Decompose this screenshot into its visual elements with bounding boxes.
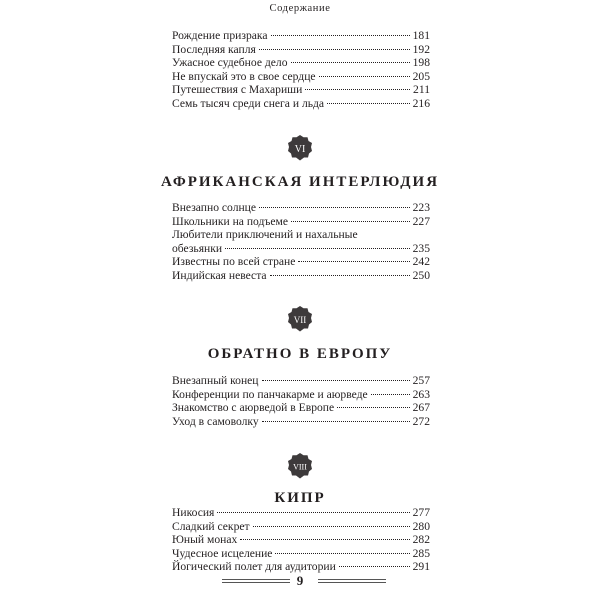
part-numeral-badge bbox=[287, 306, 313, 332]
toc-list-top bbox=[172, 29, 430, 110]
toc-entry-page: 250 bbox=[412, 268, 430, 282]
toc-entry[interactable] bbox=[172, 83, 430, 97]
page-footer bbox=[0, 573, 600, 589]
toc-entry-title: Рождение призрака bbox=[172, 29, 268, 42]
toc-entry[interactable] bbox=[172, 29, 430, 43]
part-numeral: VII bbox=[293, 315, 307, 325]
page-number: 9 bbox=[296, 573, 304, 588]
toc-entry[interactable] bbox=[172, 388, 430, 402]
toc-entry[interactable] bbox=[172, 70, 430, 84]
toc-entry-page: 242 bbox=[412, 255, 430, 268]
toc-entry-page: 211 bbox=[413, 83, 430, 96]
toc-entry[interactable] bbox=[172, 401, 430, 415]
toc-entry-title: Известны по всей стране bbox=[172, 255, 296, 268]
toc-entry[interactable] bbox=[172, 533, 430, 547]
toc-entry-page: 227 bbox=[412, 214, 430, 228]
toc-entry-title: Семь тысяч среди снега и льда bbox=[172, 96, 325, 110]
toc-entry-page: 272 bbox=[412, 414, 430, 428]
toc-entry-page: 267 bbox=[412, 401, 430, 414]
toc-entry-page: 280 bbox=[412, 519, 430, 533]
toc-entry-page: 181 bbox=[412, 29, 430, 42]
toc-entry-title: Сладкий секрет bbox=[172, 519, 250, 533]
toc-entry-title: Конференции по панчакарме и аюрведе bbox=[172, 387, 368, 401]
toc-entry-title: Последняя капля bbox=[172, 42, 256, 56]
toc-entry-title: Не впускай это в свое сердце bbox=[172, 69, 316, 83]
toc-entry[interactable] bbox=[172, 97, 430, 111]
toc-entry[interactable] bbox=[172, 242, 430, 256]
toc-entry[interactable] bbox=[172, 415, 430, 429]
toc-entry-title: Внезапный конец bbox=[172, 374, 259, 387]
toc-list-part8 bbox=[172, 506, 430, 574]
toc-entry[interactable] bbox=[172, 547, 430, 561]
toc-entry-title: Йогический полет для аудитории bbox=[172, 560, 336, 573]
running-head: Содержание bbox=[269, 3, 331, 14]
part-numeral: VI bbox=[294, 144, 306, 155]
toc-entry-title: обезьянки bbox=[172, 241, 223, 255]
toc-entry[interactable] bbox=[172, 255, 430, 269]
toc-entry-page: 282 bbox=[412, 533, 430, 546]
toc-entry[interactable] bbox=[172, 374, 430, 388]
toc-entry-title: Внезапно солнце bbox=[172, 201, 257, 214]
toc-list-part6 bbox=[172, 201, 430, 282]
toc-entry-page: 235 bbox=[412, 241, 430, 255]
toc-entry-title: Никосия bbox=[172, 506, 215, 519]
toc-entry-title: Знакомство с аюрведой в Европе bbox=[172, 401, 335, 414]
toc-entry-page: 205 bbox=[412, 69, 430, 83]
toc-entry-title: Школьники на подъеме bbox=[172, 214, 289, 228]
toc-list-part7 bbox=[172, 374, 430, 428]
toc-entry-page: 198 bbox=[412, 56, 430, 69]
toc-entry-title: Путешествия с Махариши bbox=[172, 83, 303, 96]
toc-entry[interactable] bbox=[172, 43, 430, 57]
toc-entry-title: Уход в самоволку bbox=[172, 414, 259, 428]
toc-entry-page: 277 bbox=[412, 506, 430, 519]
toc-entry-page: 216 bbox=[412, 96, 430, 110]
toc-entry-page: 223 bbox=[412, 201, 430, 214]
part-numeral: VIII bbox=[293, 462, 307, 472]
toc-entry[interactable] bbox=[172, 56, 430, 70]
toc-entry-page: 291 bbox=[412, 560, 430, 573]
toc-entry[interactable] bbox=[172, 506, 430, 520]
part-numeral-badge bbox=[287, 453, 313, 479]
part-title: ОБРАТНО В ЕВРОПУ bbox=[207, 346, 393, 362]
toc-entry-title: Индийская невеста bbox=[172, 268, 267, 282]
toc-entry-title: Чудесное исцеление bbox=[172, 546, 273, 560]
toc-entry[interactable] bbox=[172, 520, 430, 534]
toc-entry-page: 263 bbox=[412, 387, 430, 401]
toc-entry[interactable] bbox=[172, 215, 430, 229]
part-numeral-badge bbox=[287, 135, 313, 161]
toc-entry-page: 285 bbox=[412, 546, 430, 560]
toc-entry-page: 192 bbox=[412, 42, 430, 56]
toc-entry[interactable] bbox=[172, 201, 430, 215]
toc-entry[interactable] bbox=[172, 269, 430, 283]
toc-entry[interactable] bbox=[172, 560, 430, 574]
toc-entry-title: Ужасное судебное дело bbox=[172, 56, 288, 69]
toc-entry-title-line[interactable]: Любители приключений и нахальные bbox=[172, 228, 358, 241]
toc-entry-page: 257 bbox=[412, 374, 430, 387]
part-title: АФРИКАНСКАЯ ИНТЕРЛЮДИЯ bbox=[160, 174, 440, 190]
footer-ornament-right bbox=[318, 579, 386, 583]
toc-entry-title: Юный монах bbox=[172, 533, 238, 546]
part-title: КИПР bbox=[274, 490, 326, 506]
